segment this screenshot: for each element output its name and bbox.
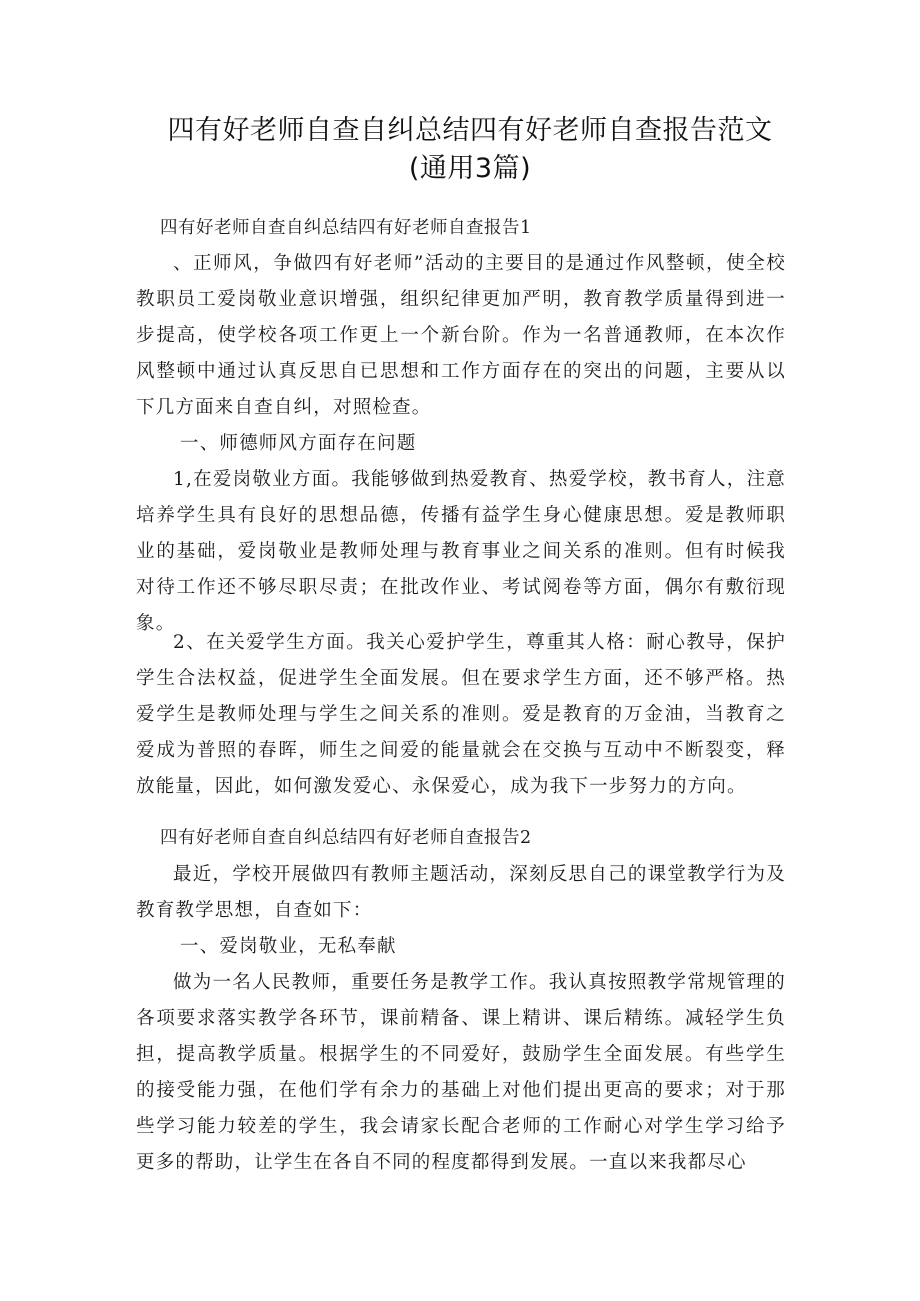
report2-heading: 四有好老师自查自纠总结四有好老师自查报告2 <box>160 828 532 848</box>
document-title: 四有好老师自查自纠总结四有好老师自查报告范文(通用3篇) <box>167 115 773 184</box>
report1-section1-title: 一、师德师风方面存在问题 <box>180 433 417 454</box>
report1-point1-paragraph: 1,在爱岗敬业方面。我能够做到热爱教育、热爱学校，教书育人，注意培养学生具有良好的思想品德，传播有益学生身心健康思想。爱是教师职业的基础，爱岗敬业是教师处理与教育事业之间关系的准则。但有时候我对待工作还不够尽职尽责；在批改作业、考试阅卷等方面，偶尔有敷衍现象。 <box>136 469 786 634</box>
report1-point2-paragraph: 2、在关爱学生方面。我关心爱护学生，尊重其人格：耐心教导，保护学生合法权益，促进学生全面发展。但在要求学生方面，还不够严格。热爱学生是教师处理与学生之间关系的准则。爱是教育的万金油，当教育之爱成为普照的春晖，师生之间爱的能量就会在交换与互动中不断裂变，释放能量，因此，如何激发爱心、永保爱心，成为我下一步努力的方向。 <box>136 632 786 797</box>
report1-intro-paragraph: 、正师风，争做四有好老师”活动的主要目的是通过作风整顿，使全校教职员工爱岗敬业意识增强，组织纪律更加严明，教育教学质量得到进一步提高，使学校各项工作更上一个新台阶。作为一名普通教师，在本次作风整顿中通过认真反思自已思想和工作方面存在的突出的问题，主要从以下几方面来自查自纠，对照检查。 <box>136 253 786 418</box>
report1-heading: 四有好老师自查自纠总结四有好老师自查报告1 <box>160 218 532 238</box>
report2-section1-title: 一、爱岗敬业，无私奉献 <box>180 936 397 957</box>
report2-body-paragraph: 做为一名人民教师，重要任务是教学工作。我认真按照教学常规管理的各项要求落实教学各环节，课前精备、课上精讲、课后精练。减轻学生负担，提高教学质量。根据学生的不同爱好，鼓励学生全面发展。有些学生的接受能力强，在他们学有余力的基础上对他们提出更高的要求；对于那些学习能力较差的学生，我会请家长配合老师的工作耐心对学生学习给予更多的帮助，让学生在各自不同的程度都得到发展。一直以来我都尽心 <box>136 972 786 1173</box>
report2-intro-paragraph: 最近，学校开展做四有教师主题活动，深刻反思自己的课堂教学行为及教育教学思想，自查如下： <box>136 864 786 921</box>
